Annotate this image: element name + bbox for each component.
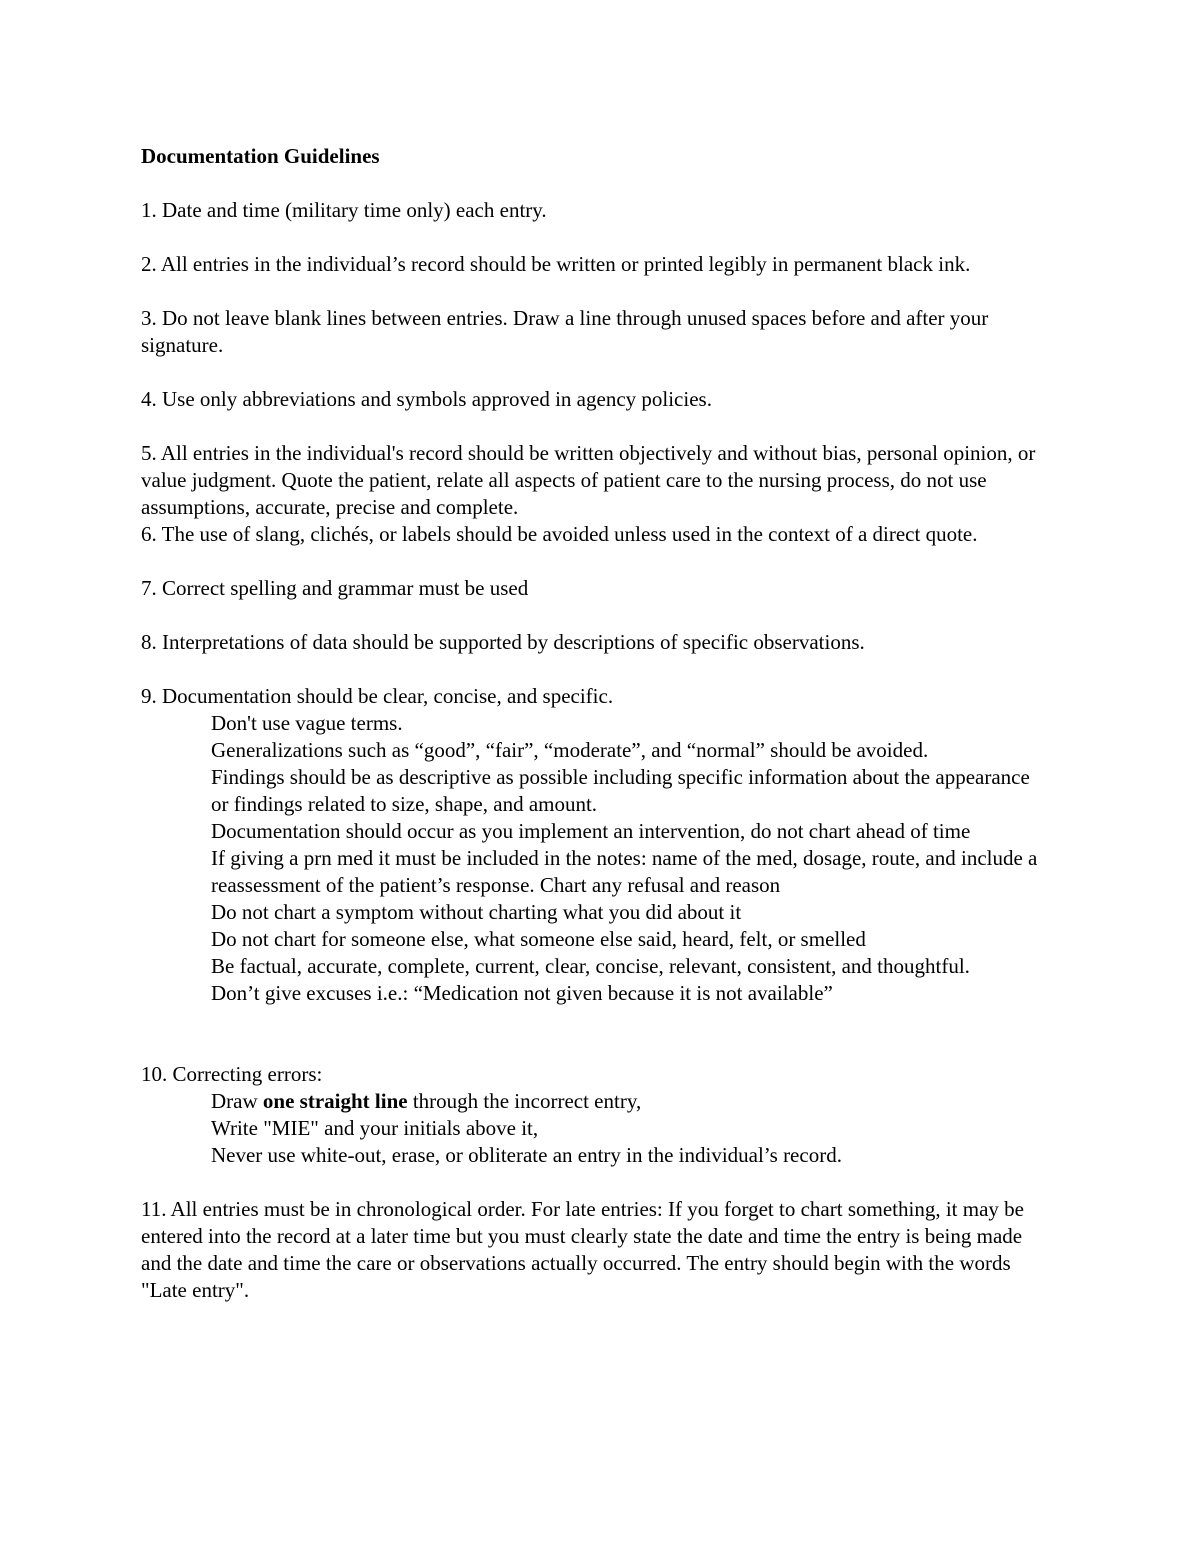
guideline-9-sub-item: Generalizations such as “good”, “fair”, “moderate”, and “normal” should be avoided. — [211, 738, 929, 762]
guideline-3: 3. Do not leave blank lines between entries. Draw a line through unused spaces before and after your signature. — [141, 306, 989, 357]
sub-text: Draw — [211, 1089, 263, 1113]
guideline-4: 4. Use only abbreviations and symbols approved in agency policies. — [141, 387, 712, 411]
guideline-9-sub-item: Documentation should occur as you implement an intervention, do not chart ahead of time — [211, 819, 971, 843]
document-title: Documentation Guidelines — [141, 144, 380, 168]
guideline-9-sub-item: Don’t give excuses i.e.: “Medication not given because it is not available” — [211, 981, 833, 1005]
document-page — [141, 143, 1051, 1331]
guideline-11: 11. All entries must be in chronological order. For late entries: If you forget to chart something, it may be entered into the record at a later time but you must clearly state the date and time the entry is being made and the date and time the care or observations actually occurred. The entry should begin with the words "Late entry". — [141, 1197, 1024, 1302]
guideline-2: 2. All entries in the individual’s record should be written or printed legibly in permanent black ink. — [141, 252, 971, 276]
guideline-9: 9. Documentation should be clear, concise, and specific. — [141, 684, 614, 708]
guideline-9-sublist — [141, 710, 1051, 1007]
guideline-10-sub-item: Write "MIE" and your initials above it, — [211, 1116, 539, 1140]
guideline-10: 10. Correcting errors: — [141, 1062, 323, 1086]
guideline-7: 7. Correct spelling and grammar must be used — [141, 576, 529, 600]
emphasis-text: one straight line — [262, 1089, 408, 1113]
sub-text: through the incorrect entry, — [407, 1089, 642, 1113]
guideline-9-sub-item: Findings should be as descriptive as possible including specific information about the appearance or findings related to size, shape, and amount. — [211, 765, 1030, 816]
guideline-9-sub-item: Be factual, accurate, complete, current, clear, concise, relevant, consistent, and thoughtful. — [211, 954, 970, 978]
guideline-10-sublist — [141, 1088, 1051, 1169]
guideline-9-sub-item: Do not chart for someone else, what someone else said, heard, felt, or smelled — [211, 927, 866, 951]
guideline-10-sub-item — [141, 1088, 1051, 1115]
guideline-10-sub-item: Never use white-out, erase, or obliterate an entry in the individual’s record. — [211, 1143, 842, 1167]
guideline-9-sub-item: If giving a prn med it must be included in the notes: name of the med, dosage, route, and include a reassessment of the patient’s response. Chart any refusal and reason — [211, 846, 1038, 897]
guideline-8: 8. Interpretations of data should be supported by descriptions of specific observations. — [141, 630, 865, 654]
guideline-5: 5. All entries in the individual's record should be written objectively and without bias, personal opinion, or value judgment. Quote the patient, relate all aspects of patient care to the nursing process, do not use assumptions, accurate, precise and complete. — [141, 441, 1036, 519]
guideline-9-sub-item: Don't use vague terms. — [211, 711, 403, 735]
guideline-1: 1. Date and time (military time only) each entry. — [141, 198, 547, 222]
guideline-6: 6. The use of slang, clichés, or labels should be avoided unless used in the context of a direct quote. — [141, 522, 978, 546]
guideline-9-sub-item: Do not chart a symptom without charting what you did about it — [211, 900, 742, 924]
